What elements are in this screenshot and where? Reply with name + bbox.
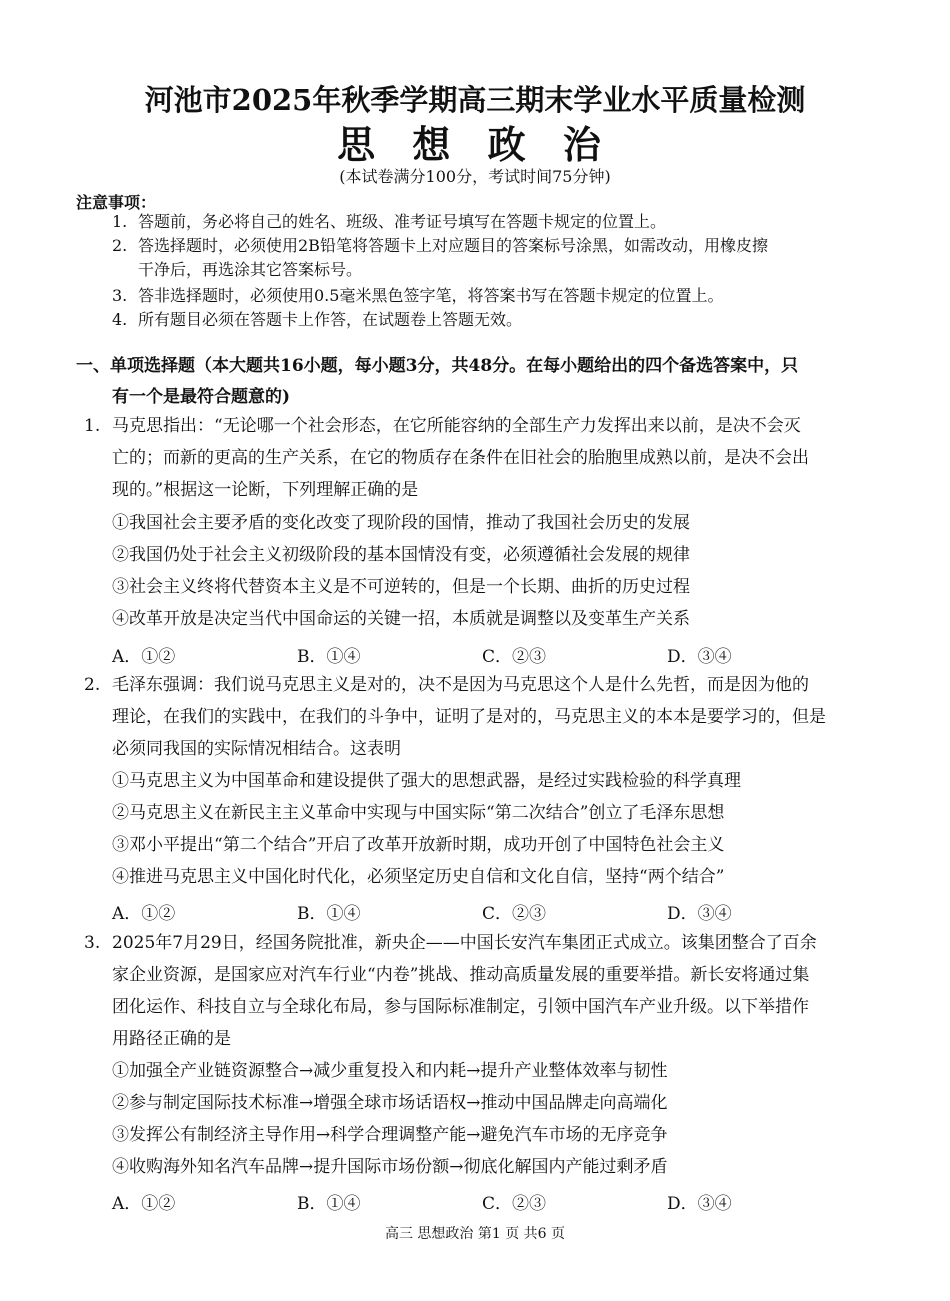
option-b: B．①④ <box>297 904 361 924</box>
option-row <box>112 899 877 924</box>
question-stem-line: 毛泽东强调：我们说马克思主义是对的，决不是因为马克思这个人是什么先哲，而是因为他的 <box>112 675 809 695</box>
option-c: C．②③ <box>482 904 547 924</box>
question-number: 3. <box>84 933 101 953</box>
question-stem-line: 用路径正确的是 <box>112 1029 231 1049</box>
question-stem-line: 现的。”根据这一论断，下列理解正确的是 <box>112 480 419 500</box>
question-stem-line: 团化运作、科技自立与全球化布局，参与国际标准制定，引领中国汽车产业升级。以下举措作 <box>112 997 809 1017</box>
option-b: B．①④ <box>297 647 361 667</box>
question-statement: ②参与制定国际技术标准→增强全球市场话语权→推动中国品牌走向高端化 <box>112 1093 668 1113</box>
note-number: 1. <box>112 212 128 231</box>
section-heading-line: 一、单项选择题（本大题共16小题，每小题3分，共48分。在每小题给出的四个备选答案中，只 <box>76 356 799 376</box>
option-a: A．①② <box>112 647 176 667</box>
page-footer: 高三 思想政治 第1 页 共6 页 <box>384 1226 566 1242</box>
option-a: A．①② <box>112 1194 176 1214</box>
note-item <box>112 210 877 234</box>
question-stem-line: 必须同我国的实际情况相结合。这表明 <box>112 739 401 759</box>
section-heading <box>76 351 876 413</box>
exam-title: 河池市2025年秋季学期高三期末学业水平质量检测 <box>144 83 806 117</box>
notes-heading: 注意事项： <box>76 193 157 212</box>
question-stem-line: 亡的；而新的更高的生产关系，在它的物质存在条件在旧社会的胎胞里成熟以前，是决不会出 <box>112 448 809 468</box>
question-number: 1. <box>84 416 101 436</box>
question-stem-line: 理论，在我们的实践中，在我们的斗争中，证明了是对的，马克思主义的本本是要学习的，但是 <box>112 707 826 727</box>
note-number: 4. <box>112 310 128 329</box>
option-d: D．③④ <box>667 647 732 667</box>
note-text: 答题前，务必将自己的姓名、班级、准考证号填写在答题卡规定的位置上。 <box>138 212 667 231</box>
note-item-continued <box>112 258 877 282</box>
note-item <box>112 308 877 332</box>
note-number: 3. <box>112 286 128 305</box>
option-a: A．①② <box>112 904 176 924</box>
note-item <box>112 284 877 308</box>
exam-info: (本试卷满分100分，考试时间75分钟) <box>339 167 611 186</box>
question-number: 2. <box>84 675 101 695</box>
section-heading-line: 有一个是最符合题意的) <box>112 387 291 407</box>
exam-subject: 思 想 政 治 <box>337 122 613 167</box>
question-statement: ②我国仍处于社会主义初级阶段的基本国情没有变，必须遵循社会发展的规律 <box>112 545 690 565</box>
question-statement: ③社会主义终将代替资本主义是不可逆转的，但是一个长期、曲折的历史过程 <box>112 577 690 597</box>
option-d: D．③④ <box>667 904 732 924</box>
option-b: B．①④ <box>297 1194 361 1214</box>
option-row <box>112 642 877 667</box>
note-text: 答选择题时，必须使用2B铅笔将答题卡上对应题目的答案标号涂黑，如需改动，用橡皮擦 <box>138 236 768 255</box>
option-row <box>112 1189 877 1214</box>
note-number: 2. <box>112 236 128 255</box>
question-statement: ①我国社会主要矛盾的变化改变了现阶段的国情，推动了我国社会历史的发展 <box>112 513 690 533</box>
note-item <box>112 234 877 258</box>
note-text: 所有题目必须在答题卡上作答，在试题卷上答题无效。 <box>138 310 523 329</box>
question-statement: ③发挥公有制经济主导作用→科学合理调整产能→避免汽车市场的无序竞争 <box>112 1125 668 1145</box>
option-d: D．③④ <box>667 1194 732 1214</box>
question-stem-line: 家企业资源，是国家应对汽车行业“内卷”挑战、推动高质量发展的重要举措。新长安将通过集 <box>112 965 810 985</box>
note-text: 干净后，再选涂其它答案标号。 <box>138 260 363 279</box>
option-c: C．②③ <box>482 1194 547 1214</box>
option-c: C．②③ <box>482 647 547 667</box>
question-statement: ②马克思主义在新民主主义革命中实现与中国实际“第二次结合”创立了毛泽东思想 <box>112 803 725 823</box>
question-statement: ④推进马克思主义中国化时代化，必须坚定历史自信和文化自信，坚持“两个结合” <box>112 867 725 887</box>
question-stem-line: 马克思指出：“无论哪一个社会形态，在它所能容纳的全部生产力发挥出来以前，是决不会灭 <box>112 416 801 436</box>
question-stem-line: 2025年7月29日，经国务院批准，新央企——中国长安汽车集团正式成立。该集团整合了百余 <box>112 933 817 953</box>
question-statement: ①马克思主义为中国革命和建设提供了强大的思想武器，是经过实践检验的科学真理 <box>112 771 741 791</box>
question-statement: ③邓小平提出“第二个结合”开启了改革开放新时期，成功开创了中国特色社会主义 <box>112 835 725 855</box>
question-statement: ①加强全产业链资源整合→减少重复投入和内耗→提升产业整体效率与韧性 <box>112 1061 668 1081</box>
question-statement: ④改革开放是决定当代中国命运的关键一招，本质就是调整以及变革生产关系 <box>112 609 690 629</box>
question-statement: ④收购海外知名汽车品牌→提升国际市场份额→彻底化解国内产能过剩矛盾 <box>112 1157 668 1177</box>
note-text: 答非选择题时，必须使用0.5毫米黑色签字笔，将答案书写在答题卡规定的位置上。 <box>138 286 724 305</box>
